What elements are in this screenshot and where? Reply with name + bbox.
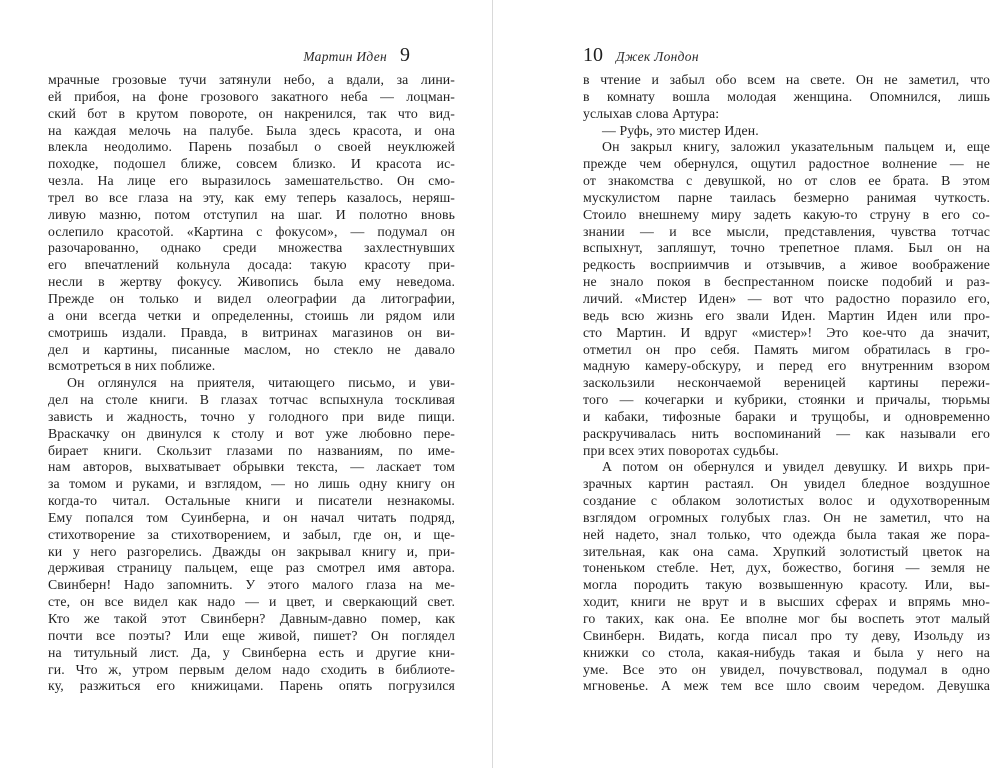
text-line: Кто же такой этот Свинберн? Давным-давно помер, как (48, 611, 455, 626)
text-line: держивая страницу пальцем, еще раз смотрел имя автора. (48, 560, 455, 576)
text-line: и кабаки, тифозные бараки и трущобы, и одновременно (583, 408, 990, 424)
text-line: зависть и жадность, точно у голодного при виде пищи. (48, 408, 455, 424)
text-line: Свинберн! Надо запомнить. У этого малого глаза на ме- (48, 577, 455, 593)
text-line: влекла неодолимо. Парень позабыл о своей неуклюжей (48, 139, 455, 155)
text-line: услыхав слова Артура: (583, 105, 720, 121)
text-line: в чтение и забыл обо всем на свете. Он не заметил, что (583, 72, 990, 87)
text-line: мускулистом парне таилась безмерно ранимая чуткость. (583, 189, 990, 205)
left-page (0, 0, 492, 768)
text-line: сто Мартин. И вдруг «мистер»! Это кое-что да значит, (583, 324, 990, 340)
header-author-name: Джек Лондон (616, 49, 699, 64)
text-line: зительная, как она сама. Хрупкий золотистый цветок на (583, 543, 990, 559)
text-line: не знало покоя в беспрестанном поиске подобий и раз- (583, 274, 990, 290)
text-line: когда-то читал. Остальные книги и писатели незнакомы. (48, 493, 455, 509)
text-line: ней надето, знал только, что одежда была такая же пора- (583, 526, 990, 542)
text-line: ский бот в крутом повороте, он накренился, так что вид- (48, 105, 455, 121)
text-line: Он оглянулся на приятеля, читающего письмо, и уви- (67, 375, 455, 391)
text-line: бирает книги. Скользит глазами по названиям, по име- (48, 442, 455, 458)
text-line: дел на столе книги. В глазах тотчас вспыхнула тоскливая (48, 392, 455, 408)
text-line: ослепило красотой. «Картина с фокусом», — подумал он (48, 223, 455, 239)
text-line: го таких, как она. Ее вполне мог бы воспеть этот малый (583, 611, 990, 626)
text-line: при всех этих поворотах судьбы. (583, 442, 779, 458)
text-line: зрачных картин растаял. Он увидел бледное воздушное (583, 476, 990, 492)
text-line: ги. Что ж, утром первым делом надо сходить в библиоте- (48, 661, 455, 677)
left-page-number: 9 (400, 44, 410, 66)
right-page (493, 0, 994, 768)
text-line: разочарованно, однако среди множества захлестнувших (48, 240, 455, 256)
left-running-header (48, 42, 410, 68)
text-line: ходит, книги не врут и в высших сферах и впрямь мно- (583, 594, 990, 610)
text-line: на титульный лист. Да, у Свинберна есть и другие кни- (48, 644, 455, 660)
text-line: раскручивалась нить воспоминаний — как называли его (583, 425, 990, 441)
text-line: смотришь издали. Правда, в витринах магазинов он ви- (48, 324, 455, 340)
text-line: мгновенье. А меж тем все шло своим чередом. Девушка (583, 678, 990, 694)
text-line: — Руфь, это мистер Иден. (602, 122, 759, 138)
text-line: вспыхнут, запляшут, точно трепетное пламя. Был он на (583, 240, 990, 256)
text-line: мадную камеру-обскуру, и перед его внутренним взором (583, 358, 990, 374)
text-line: ведь всю жизнь его звали Иден. Мартин Иден или про- (583, 307, 990, 323)
text-line: уме. Все это он увидел, почувствовал, подумал в одно (583, 661, 990, 677)
text-line: ливую мазню, потом отступил на шаг. И полотно вновь (48, 206, 455, 222)
text-line: несли в жертву фокусу. Живопись была ему неведома. (48, 274, 455, 290)
text-line: прежде чем обернулся, ощутил радостное волнение — не (583, 156, 990, 172)
text-line: всмотреться в них поближе. (48, 358, 216, 374)
text-line: создание с облаком золотистых волос и одухотворенным (583, 493, 990, 509)
text-line: Ему попался том Суинберна, и он начал читать подряд, (48, 509, 455, 525)
text-line: книжки со стола, какая-нибудь такая и была у него на (583, 644, 990, 660)
text-line: на каждая мелочь на палубе. Была здесь красота, и она (48, 122, 455, 138)
text-line: редкость восприимчив и отзывчив, а живое воображение (583, 257, 990, 273)
text-line: ей прибоя, на фоне грозового закатного неба — лоцман- (48, 88, 455, 104)
text-line: того — кочегарки и кубрики, стоянки и причалы, тюрьмы (583, 392, 990, 408)
text-line: Он закрыл книгу, заложил указательным пальцем и, еще (602, 139, 990, 155)
text-line: знании — и все мысли, представления, чувства тотчас (583, 223, 990, 239)
text-line: чезла. На лице его выразилось замешательство. Он смо- (48, 173, 455, 189)
text-line: от знакомства с девушкой, но от слов ее брата. В этом (583, 173, 990, 189)
text-line: его впечатлений кольнула досада: такую красоту при- (48, 257, 455, 273)
text-line: личий. «Мистер Иден» — вот что радостно поразило его, (583, 290, 990, 306)
text-line: почти все поэты? Или еще живой, пишет? Он поглядел (48, 627, 455, 643)
text-line: походке, подошел ближе, совсем близко. И красота ис- (48, 156, 455, 172)
text-line: ки у него разгорелись. Дважды он закрывал книгу и, при- (48, 543, 455, 559)
text-line: А потом он обернулся и увидел девушку. И вихрь при- (602, 459, 990, 475)
text-line: Стоило внешнему миру задеть какую-то струну в его со- (583, 206, 990, 222)
text-line: могла породить такую возвышенную красоту. Или, вы- (583, 577, 990, 593)
text-line: заскользили нескончаемой вереницей картины пережи- (583, 375, 990, 391)
right-page-number: 10 (583, 44, 603, 66)
text-line: отметил он про себя. Память мигом обратилась в гро- (583, 341, 990, 357)
text-line: а они всегда четки и определенны, стоишь ли рядом или (48, 307, 455, 323)
text-line: ку, разжиться его книжицами. Парень опять погрузился (48, 678, 455, 694)
text-line: трел во все глаза на эту, как ему теперь казалось, неряш- (48, 189, 455, 205)
text-line: дел и картины, писанные маслом, но стекло не давало (48, 341, 455, 357)
header-book-title: Мартин Иден (303, 49, 387, 64)
text-line: тоненьком стебле. Нет, дух, божество, богиня — земля не (583, 560, 990, 576)
text-line: сте, он все видел как надо — и цвет, и сверкающий свет. (48, 594, 455, 610)
right-page-text (583, 72, 990, 695)
text-line: Прежде он только и видел олеографии да литографии, (48, 290, 455, 306)
text-line: за томом и руками, и взглядом, — но лишь одну книгу он (48, 476, 455, 492)
text-line: взглядом огромных голубых глаз. Он не заметил, что на (583, 509, 990, 525)
text-line: мрачные грозовые тучи затянули небо, а вдали, за лини- (48, 72, 455, 87)
text-line: Свинберн. Видать, когда писал про ту деву, Изольду из (583, 627, 990, 643)
right-running-header (583, 42, 990, 68)
text-line: Враскачку он двинулся к столу и вот уже любовно пере- (48, 425, 455, 441)
text-line: нам авторов, выхватывает обрывки текста, — ласкает том (48, 459, 455, 475)
left-page-text (48, 72, 455, 695)
text-line: стихотворение за стихотворением, и забыл, где он, и ще- (48, 526, 455, 542)
text-line: в комнату вошла молодая женщина. Опомнился, лишь (583, 88, 990, 104)
